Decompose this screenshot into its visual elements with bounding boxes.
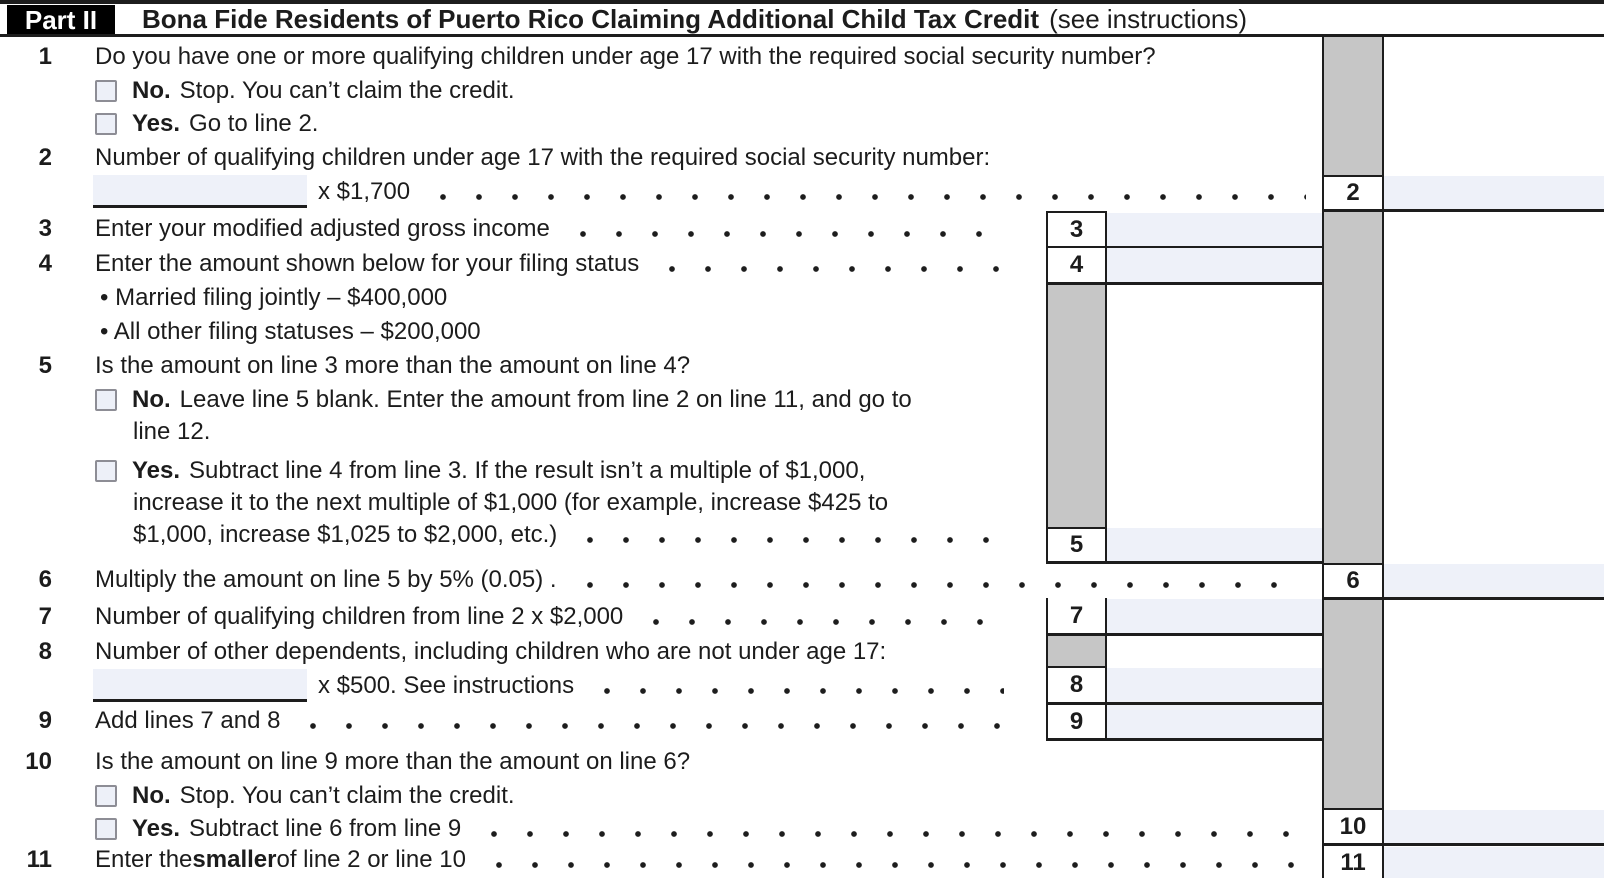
line6-text: Multiply the amount on line 5 by 5% (0.05) . [95, 563, 1312, 597]
line4-dot-leader [669, 262, 1004, 276]
line4-text: Enter the amount shown below for your filing status [95, 247, 1010, 281]
section-title-text: Bona Fide Residents of Puerto Rico Claiming Additional Child Tax Credit [142, 3, 1040, 34]
line5-no-row [95, 383, 912, 417]
line5-yes-text3: $1,000, increase $1,025 to $2,000, etc.) [133, 518, 1010, 552]
line1-no-checkbox[interactable] [95, 80, 117, 102]
line5-no-checkbox[interactable] [95, 389, 117, 411]
outer-shaded-area-mid-2 [1324, 600, 1382, 808]
line5-bottom-rule [1046, 561, 1322, 564]
line3-text: Enter your modified adjusted gross income [95, 212, 1010, 246]
line7-dot-leader [653, 615, 1004, 629]
line1-text: Do you have one or more qualifying children under age 17 with the required social security number? [95, 43, 1156, 70]
line9-dot-leader [310, 719, 1004, 733]
inner-shaded-area-1 [1048, 285, 1105, 527]
line5-no-text1: Leave line 5 blank. Enter the amount from line 2 on line 11, and go to [179, 386, 912, 413]
line11-box-number: 11 [1324, 847, 1382, 878]
line8-text: Number of other dependents, including children who are not under age 17: [95, 638, 887, 665]
line2-mult-text: x $1,700 [318, 178, 411, 205]
line10-no-text: Stop. You can’t claim the credit. [179, 782, 515, 809]
line5-yes-text1: Subtract line 4 from line 3. If the result isn’t a multiple of $1,000, [189, 457, 866, 484]
line7-number: 7 [38, 603, 52, 630]
line10-bottom-rule [1322, 843, 1604, 846]
line1-yes-row [95, 107, 318, 141]
line9-box-number: 9 [1048, 705, 1105, 738]
line10-yes-checkbox[interactable] [95, 818, 117, 840]
line3-number: 3 [38, 215, 52, 242]
line8-dependents-count-input[interactable] [93, 669, 307, 702]
line9-number: 9 [38, 707, 52, 734]
line4-number: 4 [38, 250, 52, 277]
line2-number: 2 [38, 144, 52, 171]
line5-text: Is the amount on line 3 more than the amount on line 4? [95, 352, 691, 379]
line5-yes-row [95, 454, 865, 488]
line6-box-number: 6 [1324, 565, 1382, 596]
line8-mult-row [318, 669, 1010, 703]
line7-text: Number of qualifying children from line 2 x $2,000 [95, 600, 1010, 634]
line5-number: 5 [38, 352, 52, 379]
line2-text: Number of qualifying children under age 17 with the required social security number: [95, 144, 991, 171]
line7-amount-field[interactable] [1107, 599, 1322, 633]
line10-yes-label: Yes. [132, 815, 181, 842]
line1-yes-checkbox[interactable] [95, 113, 117, 135]
line9-amount-field[interactable] [1107, 705, 1322, 738]
line10-dot-leader [491, 827, 1306, 841]
line3-box-number: 3 [1048, 213, 1105, 246]
part-label [7, 5, 115, 35]
line11-dot-leader [496, 858, 1306, 872]
line9-text: Add lines 7 and 8 [95, 704, 1010, 738]
line2-box-number: 2 [1324, 177, 1382, 208]
line10-no-row [95, 779, 515, 813]
line8-amount-field[interactable] [1107, 668, 1322, 702]
line1-no-row [95, 74, 515, 108]
outer-column-left-rule [1322, 37, 1324, 878]
line1-number: 1 [38, 43, 52, 70]
line3-dot-leader [580, 227, 1004, 241]
line2-mult-row [318, 175, 1312, 209]
line1-yes-text: Go to line 2. [189, 110, 319, 137]
line2-amount-field[interactable] [1384, 176, 1604, 209]
line1-yes-label: Yes. [132, 110, 181, 137]
line5-no-text2: line 12. [133, 418, 211, 445]
line2-children-count-input[interactable] [93, 175, 307, 208]
line1-no-text: Stop. You can’t claim the credit. [179, 77, 515, 104]
line6-number: 6 [38, 566, 52, 593]
line9-bottom-rule [1046, 738, 1322, 741]
line8-dot-leader [604, 684, 1004, 698]
line5-box-number: 5 [1048, 529, 1105, 561]
line3-amount-field[interactable] [1107, 213, 1322, 246]
line2-dot-leader [440, 190, 1306, 204]
line11-text: Enter the smaller of line 2 or line 10 [95, 843, 1312, 877]
line8-mult-text: x $500. See instructions [318, 672, 575, 699]
line10-yes-row [95, 812, 1312, 846]
line10-no-checkbox[interactable] [95, 785, 117, 807]
line10-text: Is the amount on line 9 more than the amount on line 6? [95, 748, 691, 775]
section-title-suffix: (see instructions) [1049, 3, 1248, 34]
line5-dot-leader [587, 533, 1004, 547]
line6-amount-field[interactable] [1384, 564, 1604, 597]
line4-bullet-other: • All other filing statuses – $200,000 [100, 318, 481, 345]
line1-no-label: No. [132, 77, 171, 104]
line5-yes-checkbox[interactable] [95, 460, 117, 482]
line11-amount-field[interactable] [1384, 847, 1604, 878]
line11-bold-word: smaller [192, 846, 277, 873]
inner-shaded-area-2 [1048, 636, 1105, 666]
line11-number: 11 [26, 846, 52, 873]
line4-box-number: 4 [1048, 248, 1105, 282]
line10-number: 10 [25, 748, 52, 775]
outer-shaded-area-top [1324, 37, 1382, 175]
part-label-text: Part II [24, 4, 98, 35]
line10-yes-text: Subtract line 6 from line 9 [189, 815, 462, 842]
line4-amount-field[interactable] [1107, 248, 1322, 282]
line8-number: 8 [38, 638, 52, 665]
line10-no-label: No. [132, 782, 171, 809]
line10-amount-field[interactable] [1384, 810, 1604, 843]
outer-shaded-area-mid-1 [1324, 212, 1382, 563]
line6-dot-leader [587, 578, 1306, 592]
section-title [142, 3, 1247, 35]
outer-column-mid-rule [1382, 37, 1384, 878]
line4-bullet-mfj: • Married filing jointly – $400,000 [100, 284, 448, 311]
line5-yes-label: Yes. [132, 457, 181, 484]
line10-box-number: 10 [1324, 810, 1382, 843]
line5-no-label: No. [132, 386, 171, 413]
line5-yes-text2: increase it to the next multiple of $1,000 (for example, increase $425 to [133, 489, 889, 516]
line5-amount-field[interactable] [1107, 528, 1322, 561]
line7-box-number: 7 [1048, 599, 1105, 633]
line8-box-number: 8 [1048, 668, 1105, 702]
